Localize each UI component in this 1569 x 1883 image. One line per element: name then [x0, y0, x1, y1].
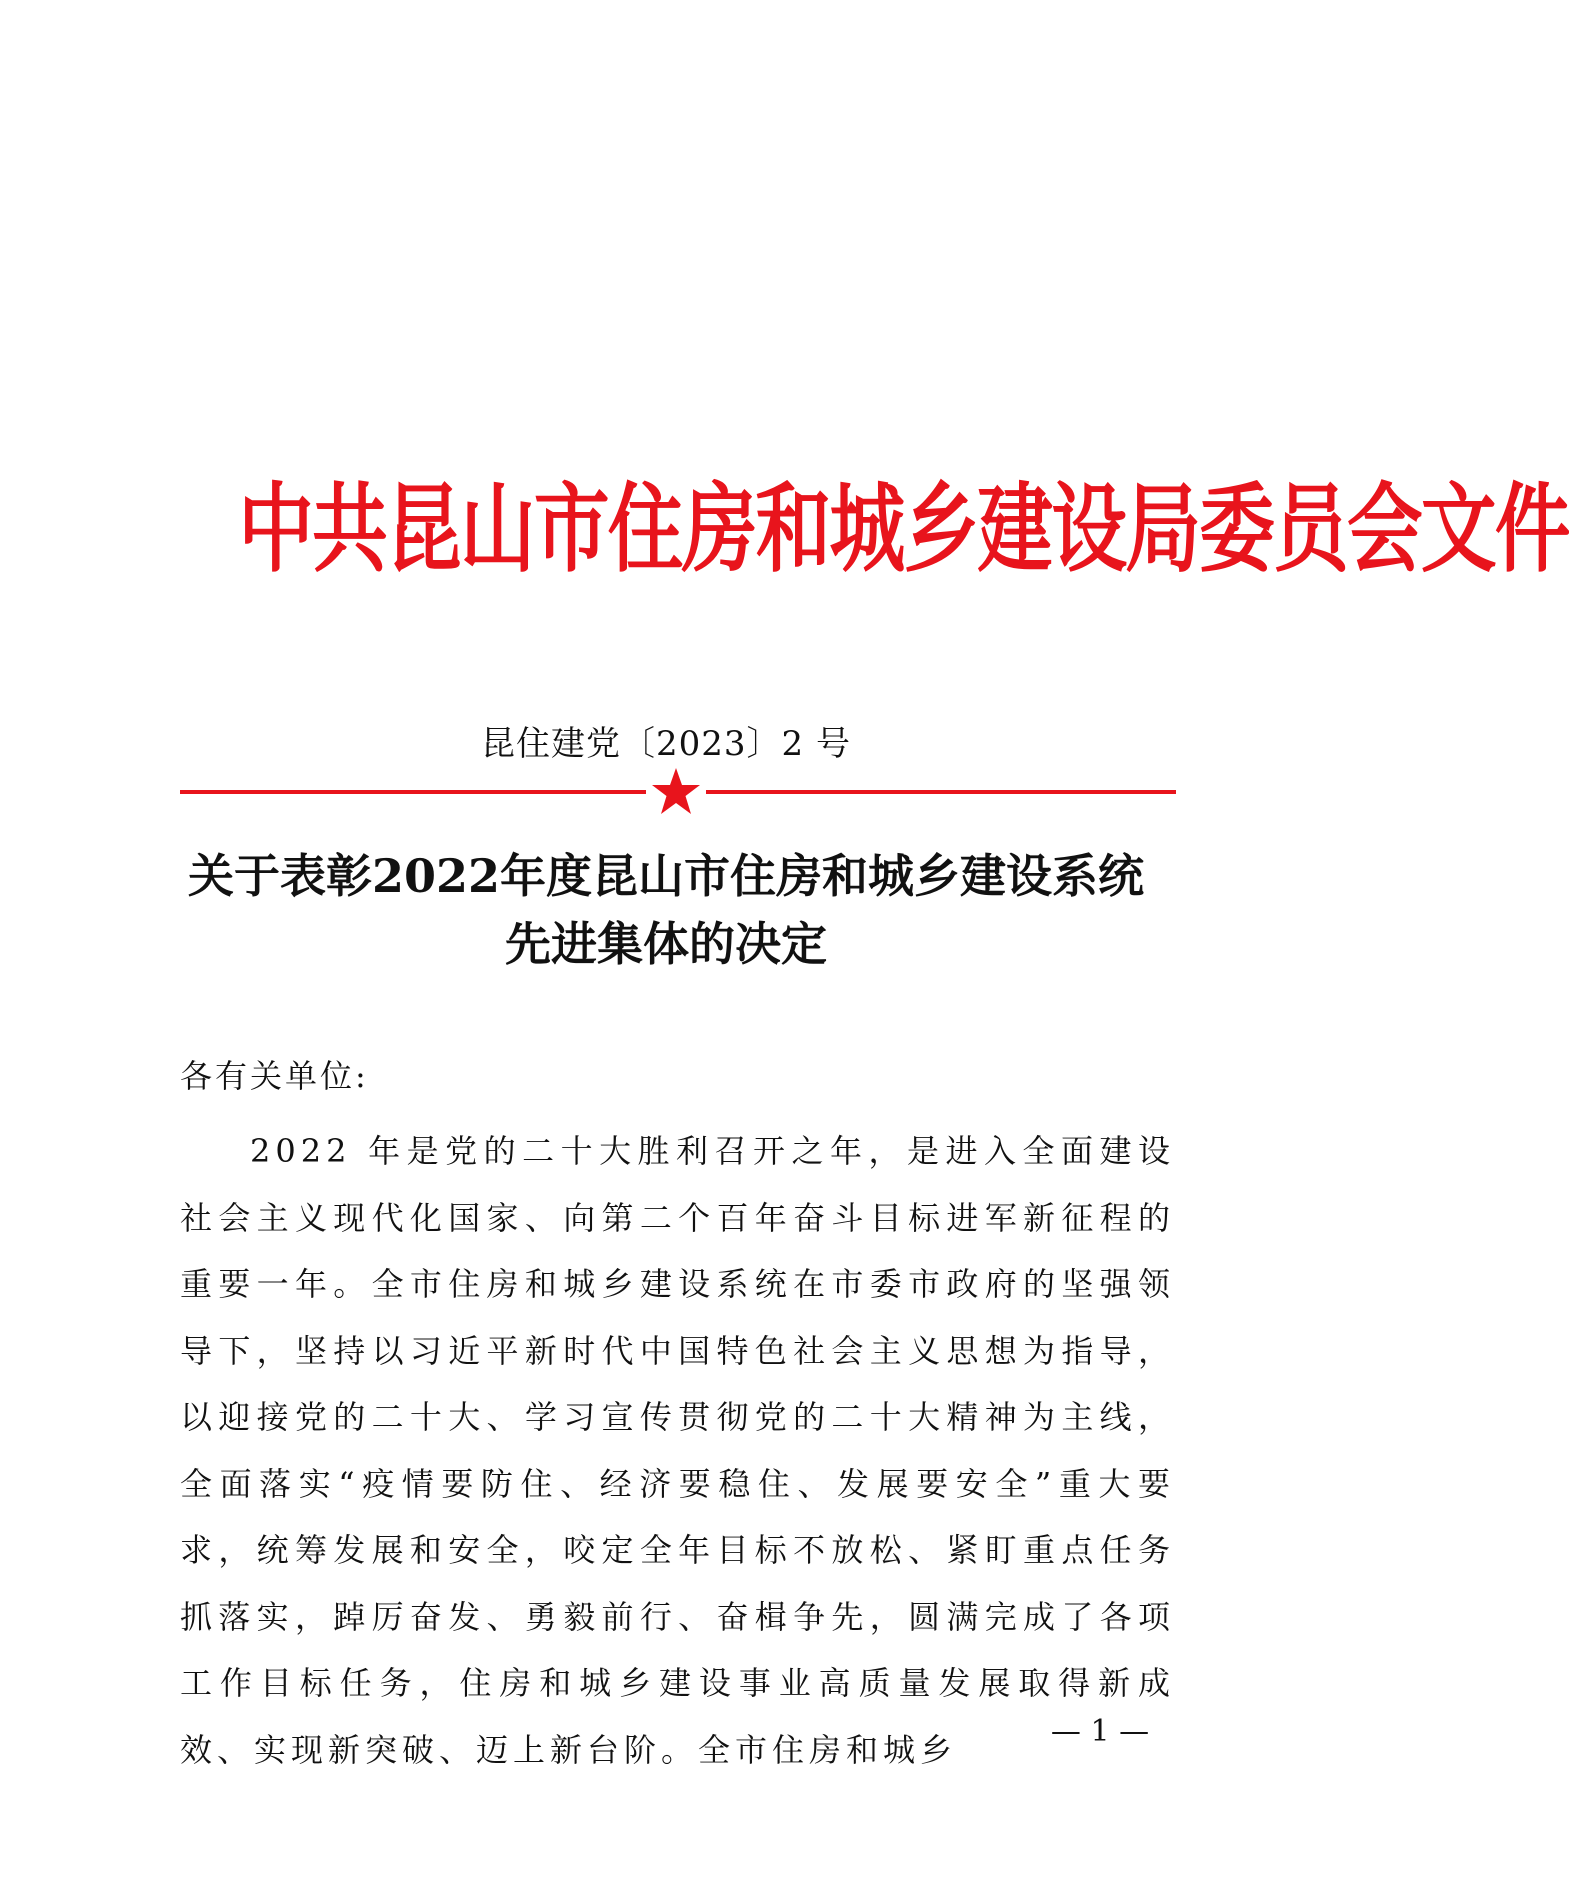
masthead-title: 中共昆山市住房和城乡建设局委员会文件 [238, 472, 1569, 586]
document-title [160, 842, 1172, 978]
divider-line-right [706, 790, 1176, 794]
star-icon [651, 766, 701, 816]
divider-line-left [180, 790, 646, 794]
body-paragraph: 2022 年是党的二十大胜利召开之年，是进入全面建设社会主义现代化国家、向第二个百年奋斗目标进军新征程的重要一年。全市住房和城乡建设系统在市委市政府的坚强领导下，坚持以习近平新时代中国特色社会主义思想为指导，以迎接党的二十大、学习宣传贯彻党的二十大精神为主线，全面落实“疫情要防住、经济要稳住、发展要安全”重大要求，统筹发展和安全，咬定全年目标不放松、紧盯重点任务抓落实，踔厉奋发、勇毅前行、奋楫争先，圆满完成了各项工作目标任务，住房和城乡建设事业高质量发展取得新成效、实现新突破、迈上新台阶。全市住房和城乡 [180, 1132, 1175, 1769]
title-line-1: 关于表彰2022年度昆山市住房和城乡建设系统 [187, 849, 1145, 903]
page-number: — 1 — [1050, 1714, 1150, 1749]
title-line-2: 先进集体的决定 [505, 917, 827, 971]
document-number: 昆住建党〔2023〕2 号 [481, 724, 851, 764]
salutation: 各有关单位: [180, 1057, 369, 1095]
